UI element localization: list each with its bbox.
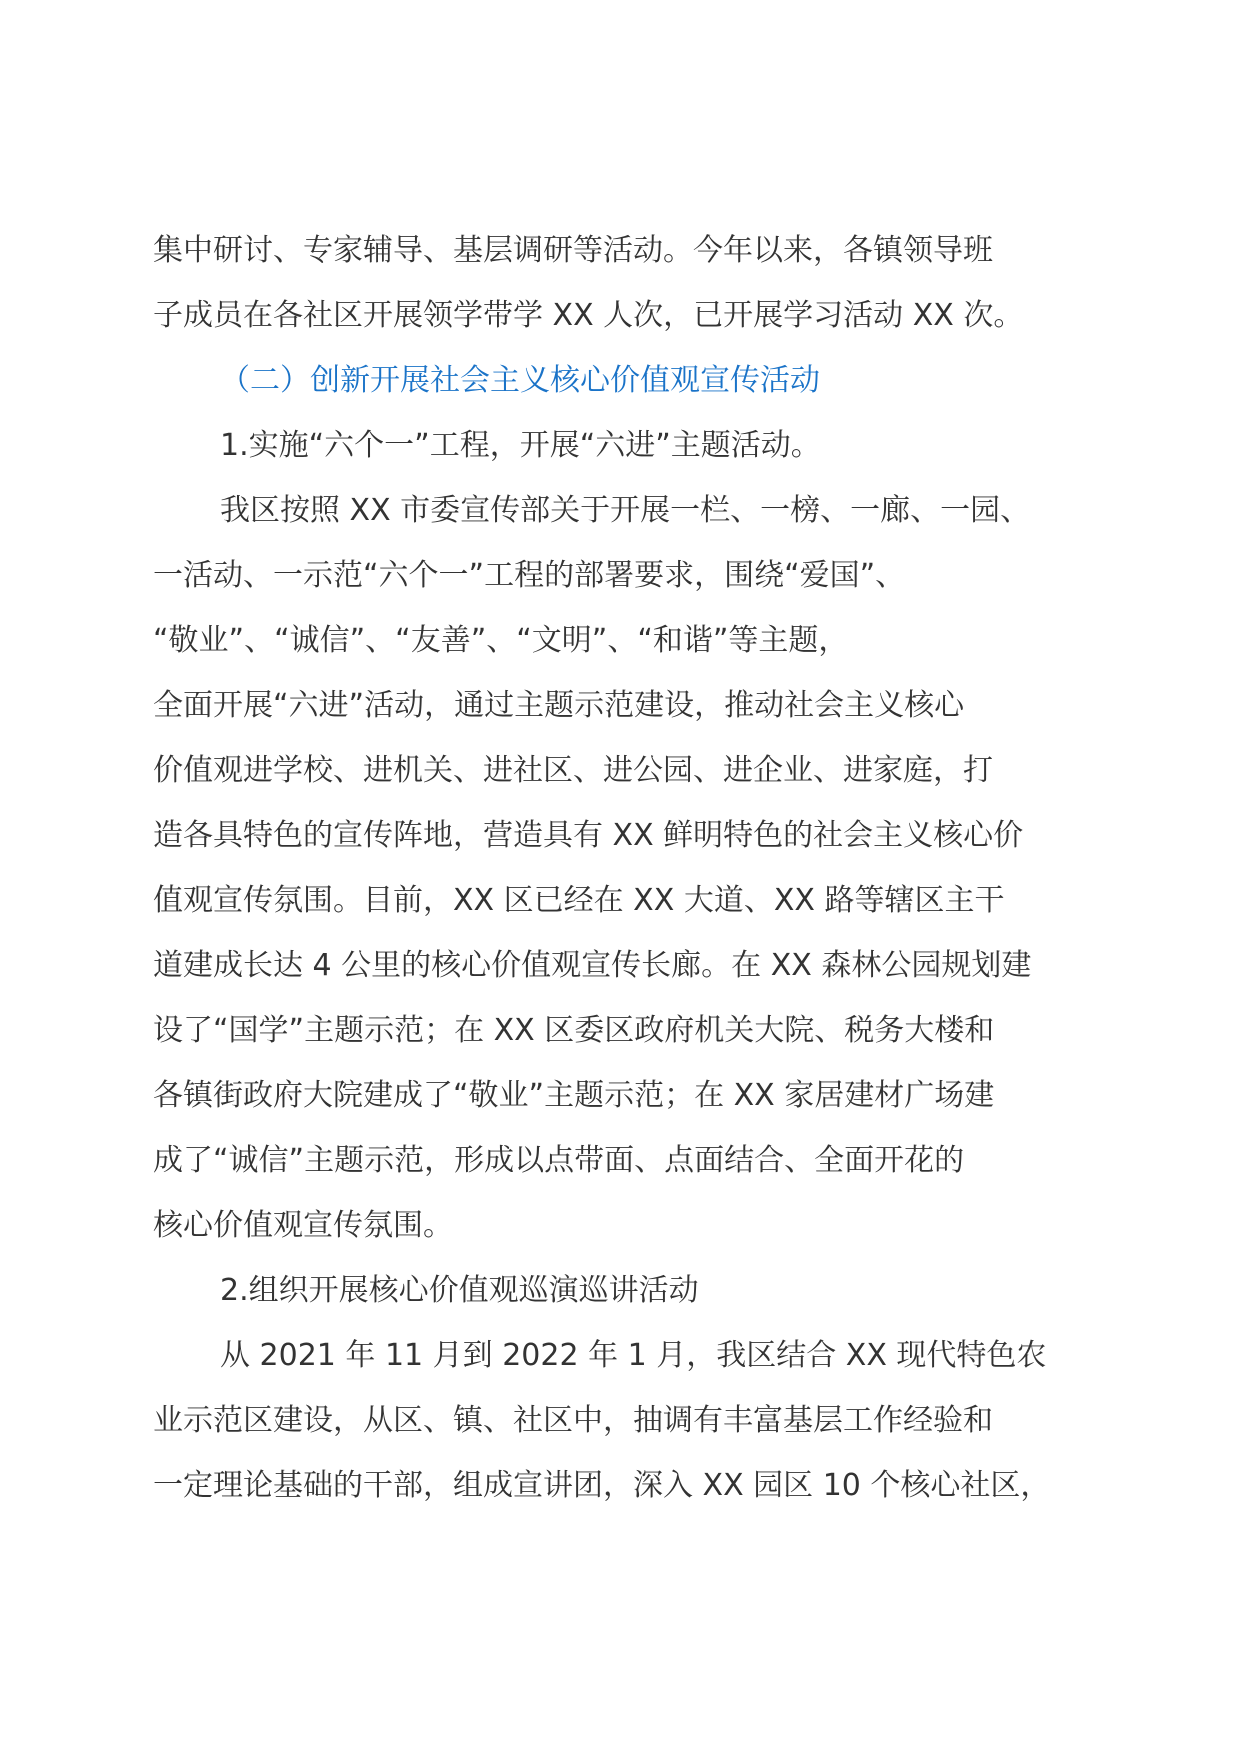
paragraph-line: “敬业”、“诚信”、“友善”、“文明”、“和谐”等主题，	[153, 623, 849, 658]
paragraph-line: 设了“国学”主题示范；在 XX 区委区政府机关大院、税务大楼和	[153, 1013, 995, 1048]
paragraph-line: 业示范区建设，从区、镇、社区中，抽调有丰富基层工作经验和	[153, 1403, 993, 1438]
document-body	[153, 218, 1093, 1518]
paragraph-line: 集中研讨、专家辅导、基层调研等活动。今年以来，各镇领导班	[153, 233, 993, 268]
paragraph-line: 核心价值观宣传氛围。	[153, 1208, 453, 1243]
paragraph-line: 值观宣传氛围。目前，XX 区已经在 XX 大道、XX 路等辖区主干	[153, 883, 1005, 918]
paragraph-line: 全面开展“六进”活动，通过主题示范建设，推动社会主义核心	[153, 688, 965, 723]
paragraph-line: 各镇街政府大院建成了“敬业”主题示范；在 XX 家居建材广场建	[153, 1078, 995, 1113]
paragraph-line: 价值观进学校、进机关、进社区、进公园、进企业、进家庭，打	[153, 753, 993, 788]
paragraph-line: 造各具特色的宣传阵地，营造具有 XX 鲜明特色的社会主义核心价	[153, 818, 1024, 853]
paragraph-line: 成了“诚信”主题示范，形成以点带面、点面结合、全面开花的	[153, 1143, 965, 1178]
section-heading: （二）创新开展社会主义核心价值观宣传活动	[220, 363, 820, 398]
paragraph-line: 一定理论基础的干部，组成宣讲团，深入 XX 园区 10 个核心社区，	[153, 1468, 1051, 1503]
paragraph-line: 道建成长达 4 公里的核心价值观宣传长廊。在 XX 森林公园规划建	[153, 948, 1032, 983]
paragraph-line: 子成员在各社区开展领学带学 XX 人次，已开展学习活动 XX 次。	[153, 298, 1024, 333]
subsection-heading: 2.组织开展核心价值观巡演巡讲活动	[220, 1273, 699, 1308]
paragraph-line: 一活动、一示范“六个一”工程的部署要求，围绕“爱国”、	[153, 558, 906, 593]
paragraph-line: 从 2021 年 11 月到 2022 年 1 月，我区结合 XX 现代特色农	[220, 1338, 1047, 1373]
subsection-heading: 1.实施“六个一”工程，开展“六进”主题活动。	[220, 428, 821, 463]
paragraph-line: 我区按照 XX 市委宣传部关于开展一栏、一榜、一廊、一园、	[220, 493, 1031, 528]
